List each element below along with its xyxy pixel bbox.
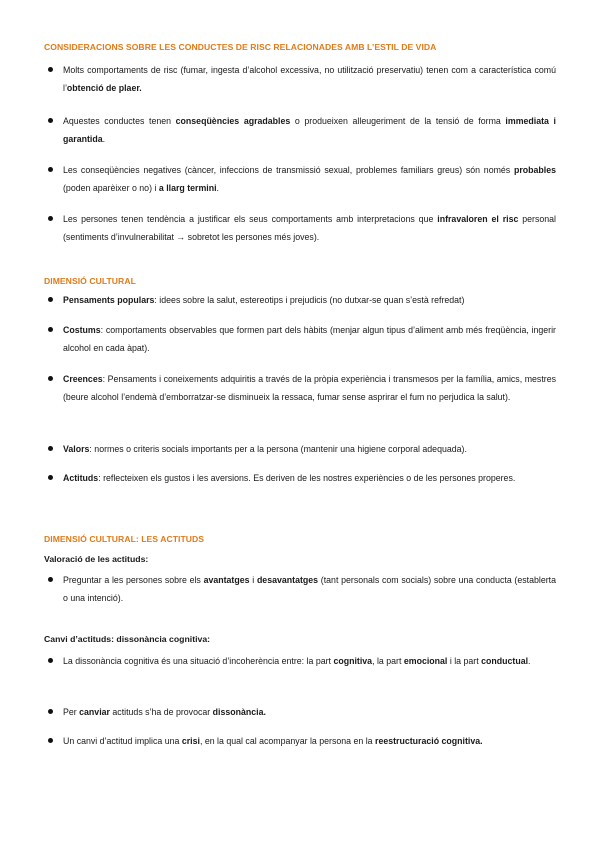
list-item: [44, 292, 556, 310]
bullet-icon: [48, 327, 53, 332]
list-item-text: Preguntar a les persones sobre els avantatges i desavantatges (tant personals com socials) sobre una conducta (establerta o una intenció).: [63, 575, 556, 603]
list-item: [44, 62, 556, 97]
bullet-icon: [48, 376, 53, 381]
list-item: [44, 441, 556, 459]
bullet-icon: [48, 475, 53, 480]
list-item: [44, 371, 556, 406]
bullet-icon: [48, 297, 53, 302]
bullet-icon: [48, 738, 53, 743]
list-item-text: La dissonància cognitiva és una situació d’incoherència entre: la part cognitiva, la part emocional i la part conductual.: [63, 656, 531, 666]
list-item: [44, 572, 556, 607]
list-item-text: Les conseqüències negatives (càncer, infeccions de transmissió sexual, problemes familiars greus) són només probables (poden aparèixer o no) i a llarg termini.: [63, 165, 556, 193]
bullet-icon: [48, 709, 53, 714]
section-heading-cultural-dimension: DIMENSIÓ CULTURAL: [44, 276, 136, 286]
list-item-text: Les persones tenen tendència a justificar els seus comportaments amb interpretacions que infravaloren el risc personal (sentiments d’invulnerabilitat → sobretot les persones més joves).: [63, 214, 557, 242]
list-item-text: Actituds: reflecteixen els gustos i les aversions. Es deriven de les nostres experiències o de les persones properes.: [63, 473, 516, 483]
list-item: [44, 470, 556, 488]
list-item-text: Un canvi d’actitud implica una crisi, en la qual cal acompanyar la persona en la reestructuració cognitiva.: [63, 736, 483, 746]
list-item: [44, 113, 556, 148]
list-item-text: Molts comportaments de risc (fumar, ingesta d’alcohol excessiva, no utilització preservatiu) tenen com a característica comú l’obtenció de plaer.: [63, 65, 556, 93]
bullet-icon: [48, 577, 53, 582]
subheading-attitude-assessment: Valoració de les actituds:: [44, 554, 149, 564]
list-item-text: Aquestes conductes tenen conseqüències agradables o produeixen alleugeriment de la tensió de forma immediata i garantida.: [63, 116, 556, 144]
bullet-icon: [48, 658, 53, 663]
list-item-text: Per canviar actituds s’ha de provocar dissonància.: [63, 707, 266, 717]
list-item-text: Valors: normes o criteris socials importants per a la persona (mantenir una higiene corporal adequada).: [63, 444, 467, 454]
list-item-text: Pensaments populars: idees sobre la salut, estereotips i prejudicis (no dutxar-se quan s’està refredat): [63, 295, 465, 305]
list-item: [44, 211, 556, 246]
subheading-attitude-change: Canvi d’actituds: dissonància cognitiva:: [44, 634, 211, 644]
bullet-icon: [48, 216, 53, 221]
list-item-text: Costums: comportaments observables que formen part dels hàbits (menjar algun tipus d’aliment amb més freqüència, ingerir alcohol en cada àpat).: [63, 325, 556, 353]
bullet-icon: [48, 446, 53, 451]
bullet-icon: [48, 67, 53, 72]
bullet-icon: [48, 167, 53, 172]
list-item-text: Creences: Pensaments i coneixements adquiritis a través de la pròpia experiència i transmesos per la família, amics, mestres (beure alcohol l’endemà d’emborratzar-se disminueix la ressaca, fumar sense asprirar el fum no perjudica la salut).: [63, 374, 556, 402]
list-item: [44, 322, 556, 357]
list-item: [44, 733, 556, 751]
list-item: [44, 704, 556, 722]
list-item: [44, 162, 556, 197]
section-heading-attitudes: DIMENSIÓ CULTURAL: LES ACTITUDS: [44, 534, 205, 544]
bullet-icon: [48, 118, 53, 123]
list-item: [44, 653, 556, 671]
section-heading-risk-behaviours: CONSIDERACIONS SOBRE LES CONDUCTES DE RISC RELACIONADES AMB L’ESTIL DE VIDA: [44, 42, 437, 52]
